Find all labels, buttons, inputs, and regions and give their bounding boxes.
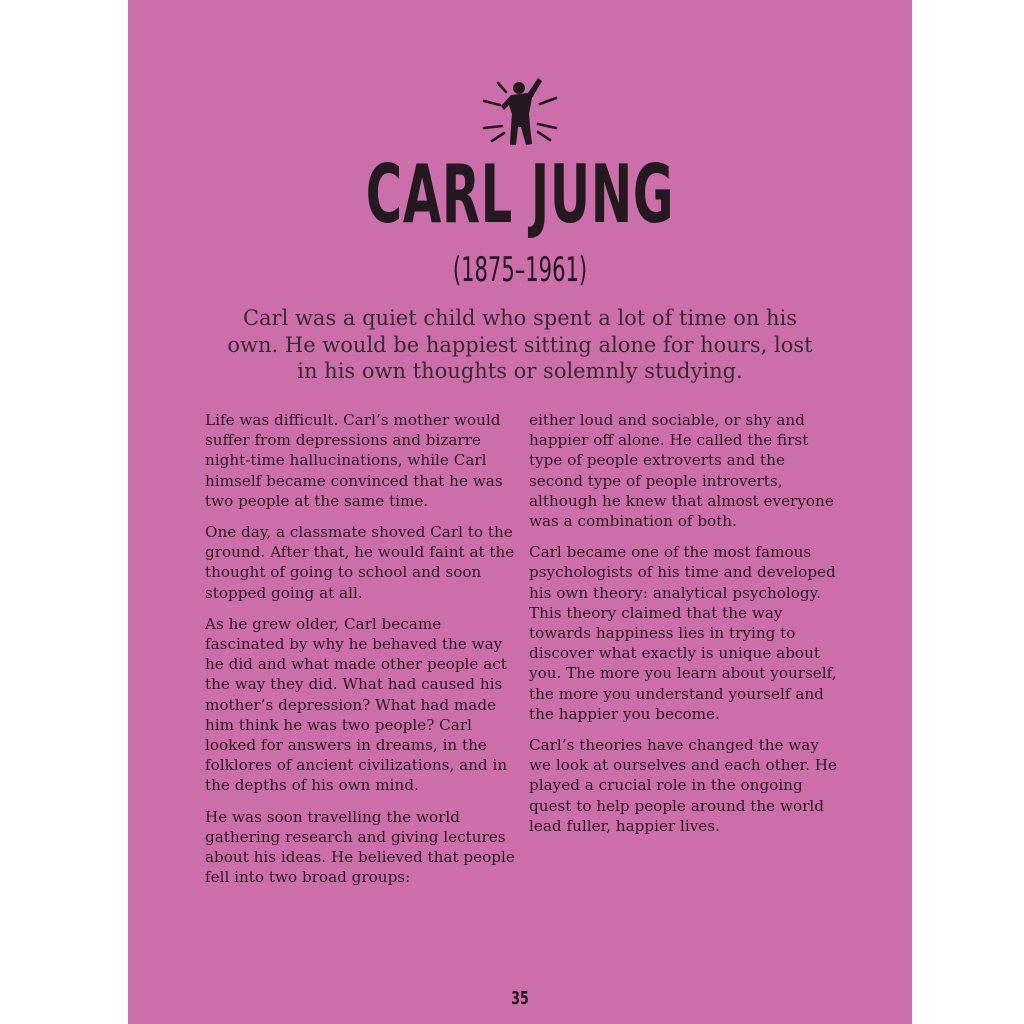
body-paragraph: As he grew older, Carl became fascinated by why he behaved the way he did and what made other people act the way they did. What had caused his mother’s depression? What had made him think he was two people? Carl looked for answers in dreams, in the folklores of ancient civilizations, and in the depths of his own mind. — [205, 614, 508, 795]
cheering-boy-silhouette-icon — [480, 74, 560, 150]
book-page — [128, 0, 912, 1024]
page-title: CARL JUNG — [365, 148, 675, 241]
body-paragraph: He was soon travelling the world gathering research and giving lectures about his ideas. He believed that people fell into two broad groups: — [205, 807, 515, 887]
right-column — [529, 410, 841, 847]
body-paragraph: Carl’s theories have changed the way we look at ourselves and each other. He played a crucial role in the ongoing quest to help people around the world lead fuller, happier lives. — [529, 736, 838, 835]
intro-paragraph: Carl was a quiet child who spent a lot of time on his own. He would be happiest sitting alone for hours, lost in his own thoughts or solemnly studying. — [227, 306, 813, 383]
body-paragraph: Life was difficult. Carl’s mother would suffer from depressions and bizarre night-time hallucinations, while Carl himself became convinced that he was two people at the same time. — [205, 411, 503, 510]
body-paragraph: either loud and sociable, or shy and happier off alone. He called the first type of people extroverts and the second type of people introverts, although he knew that almost everyone was a combination of both. — [529, 411, 834, 531]
life-dates: (1875–1961) — [452, 250, 588, 290]
page-number: 35 — [511, 988, 529, 1009]
body-paragraph: One day, a classmate shoved Carl to the ground. After that, he would faint at the thought of going to school and soon stopped going at all. — [205, 523, 515, 602]
body-paragraph: Carl became one of the most famous psychologists of his time and developed his own theory: analytical psychology. This theory claimed that the way towards happiness lies in trying to discover what exactly is unique about you. The more you learn about yourself, the more you understand yourself and the happier you become. — [529, 543, 837, 723]
left-column — [205, 410, 517, 898]
